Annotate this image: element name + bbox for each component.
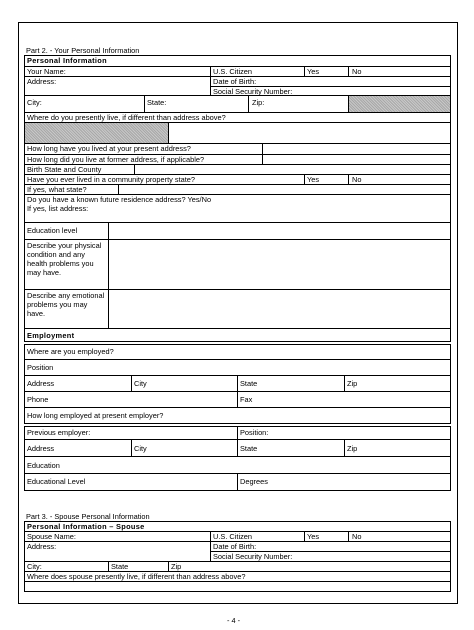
rule bbox=[24, 328, 451, 329]
present-live-label: Where do you presently live, if different than address above? bbox=[27, 113, 226, 122]
birth-state-label: Birth State and County bbox=[27, 165, 102, 174]
spouse-address-field[interactable] bbox=[60, 542, 208, 561]
divider bbox=[168, 122, 169, 143]
spouse-name-label: Spouse Name: bbox=[27, 532, 76, 541]
dob-label: Date of Birth: bbox=[213, 77, 257, 86]
physical-condition-label: Describe your physical condition and any health problems you may have. bbox=[27, 241, 102, 277]
divider bbox=[131, 376, 132, 392]
fax-label: Fax bbox=[240, 395, 253, 404]
education-box[interactable] bbox=[24, 457, 451, 474]
divider bbox=[237, 426, 238, 440]
degrees-label: Degrees bbox=[240, 477, 268, 486]
education-level-field[interactable] bbox=[110, 223, 449, 239]
employment-heading: Employment bbox=[27, 331, 75, 340]
educational-level-label: Educational Level bbox=[27, 477, 86, 486]
divider bbox=[344, 376, 345, 392]
how-long-former-label: How long did you live at former address, if applicable? bbox=[27, 155, 205, 164]
divider bbox=[304, 174, 305, 184]
your-name-label: Your Name: bbox=[27, 67, 66, 76]
position-box[interactable] bbox=[24, 360, 451, 376]
spouse-name-field[interactable] bbox=[90, 532, 208, 541]
position-label: Position bbox=[27, 363, 54, 372]
divider bbox=[118, 184, 119, 194]
divider bbox=[237, 392, 238, 408]
personal-info-heading: Personal Information bbox=[27, 56, 107, 65]
divider bbox=[348, 66, 349, 76]
spouse-city-label: City: bbox=[27, 562, 42, 571]
phone-label: Phone bbox=[27, 395, 49, 404]
spouse-state-label: State bbox=[111, 562, 129, 571]
spouse-live-label: Where does spouse presently live, if different than address above? bbox=[27, 572, 246, 581]
divider bbox=[304, 531, 305, 541]
page-number: - 4 - bbox=[227, 616, 241, 625]
spouse-citizen-no-checkbox[interactable]: No bbox=[352, 532, 362, 541]
if-yes-state-label: If yes, what state? bbox=[27, 185, 87, 194]
divider bbox=[237, 376, 238, 392]
divider bbox=[108, 222, 109, 328]
divider bbox=[237, 440, 238, 457]
divider bbox=[210, 531, 211, 561]
citizen-no-checkbox[interactable]: No bbox=[352, 67, 362, 76]
divider bbox=[168, 561, 169, 571]
if-yes-list-label: If yes, list address: bbox=[27, 204, 89, 213]
shaded-cell bbox=[349, 96, 450, 112]
rule bbox=[24, 341, 451, 342]
your-name-field[interactable] bbox=[80, 67, 208, 76]
ssn-label: Social Security Number: bbox=[213, 87, 293, 96]
spouse-citizen-yes-checkbox[interactable]: Yes bbox=[307, 532, 320, 541]
future-residence-label: Do you have a known future residence address? Yes/No bbox=[27, 195, 212, 204]
divider bbox=[131, 440, 132, 457]
how-long-present-label: How long have you lived at your present address? bbox=[27, 144, 191, 153]
citizen-yes-checkbox[interactable]: Yes bbox=[307, 67, 320, 76]
divider bbox=[344, 440, 345, 457]
employer-zip-label: Zip bbox=[347, 379, 358, 388]
spouse-heading: Personal Information – Spouse bbox=[27, 522, 145, 531]
previous-address-label: Address bbox=[27, 444, 55, 453]
state-label: State: bbox=[147, 98, 167, 107]
employer-state-label: State bbox=[240, 379, 258, 388]
cp-yes-checkbox[interactable]: Yes bbox=[307, 175, 320, 184]
divider bbox=[348, 174, 349, 184]
address-label: Address: bbox=[27, 77, 57, 86]
us-citizen-label: U.S. Citizen bbox=[213, 67, 253, 76]
education-label: Education bbox=[27, 461, 60, 470]
spouse-zip-label: Zip bbox=[171, 562, 182, 571]
divider bbox=[304, 66, 305, 76]
cp-no-checkbox[interactable]: No bbox=[352, 175, 362, 184]
divider bbox=[237, 474, 238, 491]
divider bbox=[144, 95, 145, 112]
emotional-field[interactable] bbox=[110, 290, 449, 328]
spouse-live-field[interactable] bbox=[25, 582, 449, 591]
where-employed-label: Where are you employed? bbox=[27, 347, 114, 356]
part2-title: Part 2. - Your Personal Information bbox=[26, 46, 140, 55]
previous-state-label: State bbox=[240, 444, 258, 453]
previous-position-label: Position: bbox=[240, 428, 269, 437]
city-label: City: bbox=[27, 98, 42, 107]
divider bbox=[262, 143, 263, 164]
address-field[interactable] bbox=[60, 77, 208, 95]
employer-address-label: Address bbox=[27, 379, 55, 388]
physical-condition-field[interactable] bbox=[110, 240, 449, 289]
table-left-border bbox=[24, 55, 25, 341]
spouse-ssn-label: Social Security Number: bbox=[213, 552, 293, 561]
previous-employer-label: Previous employer: bbox=[27, 428, 91, 437]
rule bbox=[24, 561, 451, 562]
how-long-employed-label: How long employed at present employer? bbox=[27, 411, 164, 420]
previous-zip-label: Zip bbox=[347, 444, 358, 453]
rule bbox=[24, 591, 451, 592]
spouse-address-label: Address: bbox=[27, 542, 57, 551]
emotional-label: Describe any emotional problems you may have. bbox=[27, 291, 105, 318]
spouse-dob-label: Date of Birth: bbox=[213, 542, 257, 551]
part3-title: Part 3. - Spouse Personal Information bbox=[26, 512, 150, 521]
zip-label: Zip: bbox=[252, 98, 265, 107]
dob-field[interactable] bbox=[270, 77, 448, 86]
rule bbox=[24, 184, 451, 185]
shaded-cell bbox=[25, 123, 168, 143]
employer-city-label: City bbox=[134, 379, 147, 388]
spouse-us-citizen-label: U.S. Citizen bbox=[213, 532, 253, 541]
divider bbox=[210, 66, 211, 95]
divider bbox=[248, 95, 249, 112]
education-level-label: Education level bbox=[27, 226, 78, 235]
divider bbox=[134, 164, 135, 174]
divider bbox=[108, 561, 109, 571]
divider bbox=[348, 531, 349, 541]
community-property-label: Have you ever lived in a community property state? bbox=[27, 175, 196, 184]
ssn-field[interactable] bbox=[310, 87, 448, 95]
table-right-border bbox=[450, 55, 451, 341]
previous-city-label: City bbox=[134, 444, 147, 453]
